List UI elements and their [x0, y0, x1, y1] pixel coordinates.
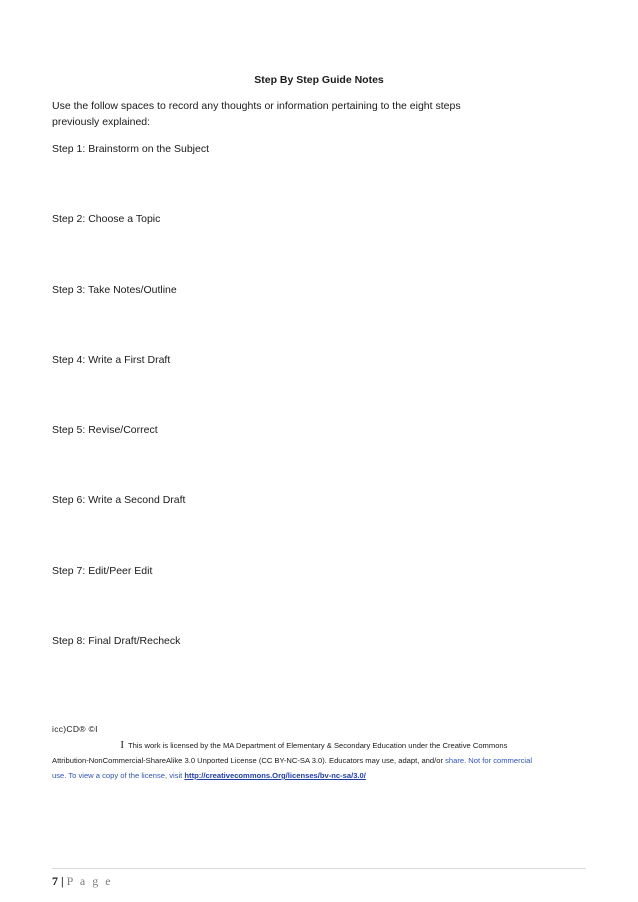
cc-license-logo: icc)CD® ©I — [52, 724, 98, 734]
instructions — [52, 98, 522, 130]
instructions-line-2: previously explained: — [52, 116, 151, 128]
page-footer — [52, 874, 113, 889]
step-1-heading: Step 1: Brainstorm on the Subject — [52, 143, 210, 155]
page-label: P a g e — [66, 874, 113, 888]
license-view-text: use. To view a copy of the license, visit — [52, 771, 185, 780]
step-7-heading: Step 7: Edit/Peer Edit — [52, 565, 153, 577]
license-share-text: share. Not for commercial — [445, 756, 533, 765]
step-4-heading: Step 4: Write a First Draft — [52, 354, 171, 366]
step-8-heading: Step 8: Final Draft/Recheck — [52, 635, 181, 647]
license-line-3 — [52, 768, 572, 783]
step-3-heading: Step 3: Take Notes/Outline — [52, 284, 177, 296]
step-6-heading: Step 6: Write a Second Draft — [52, 494, 186, 506]
license-notice — [52, 738, 572, 783]
license-link[interactable]: http://creativecommons.Org/licenses/bv-nc-sa/3.0/ — [184, 771, 366, 780]
license-line-2 — [52, 753, 572, 768]
license-line-1 — [52, 738, 572, 753]
page-number: 7 — [52, 874, 58, 888]
indent-mark: I — [120, 739, 124, 751]
page-title: Step By Step Guide Notes — [254, 74, 384, 86]
step-5-heading: Step 5: Revise/Correct — [52, 424, 158, 436]
step-2-heading: Step 2: Choose a Topic — [52, 213, 161, 225]
footer-separator: | — [58, 874, 67, 888]
license-text-2: Attribution-NonCommercial-ShareAlike 3.0 Unported License (CC BY-NC-SA 3.0). Educators may use, adapt, and/or — [52, 756, 446, 765]
footer-divider — [52, 868, 586, 869]
instructions-line-1: Use the follow spaces to record any thoughts or information pertaining to the eight steps — [52, 100, 461, 112]
license-text-1: This work is licensed by the MA Department of Elementary & Secondary Education under the Creative Commons — [128, 741, 508, 750]
